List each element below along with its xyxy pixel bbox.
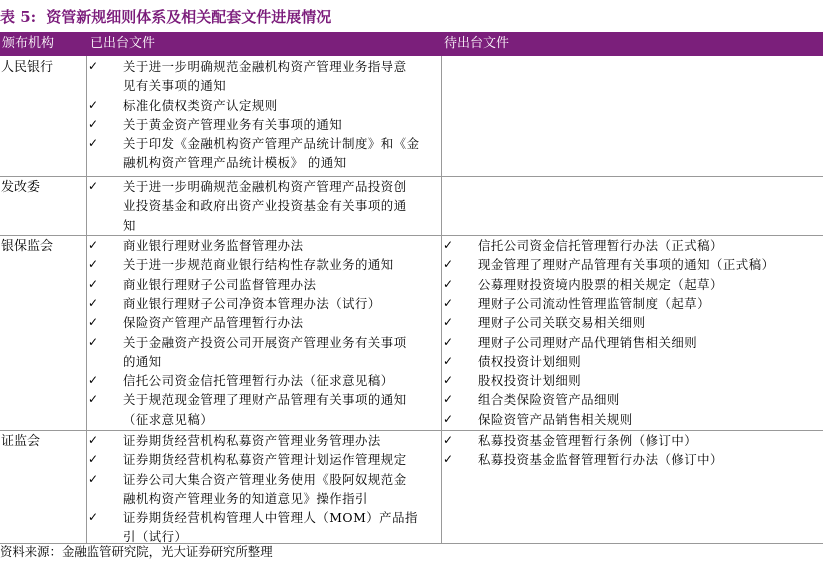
issued-item-text: 标准化债权类资产认定规则 — [123, 97, 278, 113]
issued-item-text: 关于规范现金管理了理财产品管理有关事项的通知 （征求意见稿） — [123, 392, 407, 427]
table-section — [0, 56, 823, 177]
check-mark-icon: ✓ — [443, 373, 454, 388]
column-divider — [441, 430, 442, 543]
check-mark-icon: ✓ — [88, 510, 99, 525]
pending-item-text: 理财子公司关联交易相关细则 — [478, 315, 646, 331]
pending-item-text: 债权投资计划细则 — [478, 353, 582, 369]
check-mark-icon: ✓ — [88, 238, 99, 252]
org-name: 证监会 — [1, 434, 41, 449]
check-mark-icon: ✓ — [88, 276, 99, 291]
pending-item-text: 理财子公司流动性管理监管制度（起草） — [478, 295, 711, 311]
check-mark-icon: ✓ — [443, 411, 454, 426]
issued-item-text: 商业银行理财子公司监督管理办法 — [123, 276, 317, 292]
org-name: 银保监会 — [1, 239, 54, 254]
header-org: 颁布机构 — [2, 36, 55, 51]
check-mark-icon: ✓ — [88, 257, 99, 272]
header-pending: 待出台文件 — [444, 36, 510, 51]
issued-item-text: 证券期货经营机构管理人中管理人（MOM）产品指 引（试行） — [123, 510, 418, 545]
pending-item-text: 保险资管产品销售相关规则 — [478, 411, 633, 427]
issued-item-text: 关于进一步明确规范金融机构资产管理业务指导意 见有关事项的通知 — [123, 59, 407, 94]
column-divider — [441, 235, 442, 430]
check-mark-icon: ✓ — [443, 238, 454, 252]
org-name: 发改委 — [1, 180, 41, 195]
check-mark-icon: ✓ — [88, 179, 99, 193]
check-mark-icon: ✓ — [88, 136, 99, 151]
column-divider — [86, 430, 87, 543]
issued-item-text: 关于金融资产投资公司开展资产管理业务有关事项 的通知 — [123, 334, 407, 369]
issued-item-text: 关于印发《金融机构资产管理产品统计制度》和《金 融机构资产管理产品统计模板》 的通知 — [123, 136, 420, 171]
source-note: 资料来源：金融监管研究院，光大证券研究所整理 — [0, 544, 273, 559]
column-divider — [441, 56, 442, 176]
issued-item-text: 保险资产管理产品管理暂行办法 — [123, 315, 304, 331]
issued-item-text: 关于黄金资产管理业务有关事项的通知 — [123, 116, 343, 132]
check-mark-icon: ✓ — [443, 392, 454, 407]
pending-item-text: 公募理财投资境内股票的相关规定（起草） — [478, 276, 723, 292]
check-mark-icon: ✓ — [443, 315, 454, 330]
pending-item-text: 组合类保险资管产品细则 — [478, 392, 620, 408]
check-mark-icon: ✓ — [88, 334, 99, 349]
org-name: 人民银行 — [1, 60, 54, 75]
check-mark-icon: ✓ — [88, 373, 99, 388]
check-mark-icon: ✓ — [88, 433, 99, 447]
pending-item-text: 股权投资计划细则 — [478, 373, 582, 389]
check-mark-icon: ✓ — [88, 471, 99, 486]
pending-item-text: 理财子公司理财产品代理销售相关细则 — [478, 334, 698, 350]
pending-item-text: 私募投资基金监督管理暂行办法（修订中） — [478, 452, 723, 468]
issued-item-text: 证券公司大集合资产管理业务使用《股阿奴规范金 融机构资产管理业务的知道意见》操作指引 — [123, 471, 407, 506]
check-mark-icon: ✓ — [443, 452, 454, 467]
issued-item-text: 信托公司资金信托管理暂行办法（征求意见稿） — [123, 373, 394, 389]
table-title — [0, 4, 331, 30]
check-mark-icon: ✓ — [443, 295, 454, 310]
check-mark-icon: ✓ — [443, 276, 454, 291]
issued-item-text: 关于进一步明确规范金融机构资产管理产品投资创 业投资基金和政府出资产业投资基金有关事项的通 知 — [123, 179, 407, 233]
table-title-text: 资管新规细则体系及相关配套文件进展情况 — [46, 8, 332, 26]
column-divider — [441, 176, 442, 235]
issued-item-text: 证券期货经营机构私募资产管理计划运作管理规定 — [123, 452, 407, 468]
pending-item-text: 现金管理了理财产品管理有关事项的通知（正式稿） — [478, 257, 775, 273]
table-number: 表 5: — [0, 8, 37, 26]
pending-item-text: 信托公司资金信托管理暂行办法（正式稿） — [478, 238, 723, 253]
header-issued: 已出台文件 — [90, 36, 156, 51]
column-divider — [86, 176, 87, 235]
column-divider — [86, 56, 87, 176]
check-mark-icon: ✓ — [443, 433, 454, 447]
check-mark-icon: ✓ — [88, 452, 99, 467]
table-section — [0, 176, 823, 236]
table-section — [0, 235, 823, 431]
issued-item-text: 证券期货经营机构私募资产管理业务管理办法 — [123, 433, 381, 448]
check-mark-icon: ✓ — [443, 334, 454, 349]
table-section — [0, 430, 823, 544]
check-mark-icon: ✓ — [88, 315, 99, 330]
check-mark-icon: ✓ — [88, 392, 99, 407]
check-mark-icon: ✓ — [88, 116, 99, 131]
issued-item-text: 关于进一步规范商业银行结构性存款业务的通知 — [123, 257, 394, 273]
check-mark-icon: ✓ — [88, 295, 99, 310]
pending-item-text: 私募投资基金管理暂行条例（修订中） — [478, 433, 698, 448]
table-header — [0, 32, 823, 56]
check-mark-icon: ✓ — [88, 97, 99, 112]
issued-item-text: 商业银行理财子公司净资本管理办法（试行） — [123, 295, 381, 311]
check-mark-icon: ✓ — [443, 353, 454, 368]
check-mark-icon: ✓ — [443, 257, 454, 272]
column-divider — [86, 235, 87, 430]
issued-item-text: 商业银行理财业务监督管理办法 — [123, 238, 304, 253]
check-mark-icon: ✓ — [88, 59, 99, 73]
